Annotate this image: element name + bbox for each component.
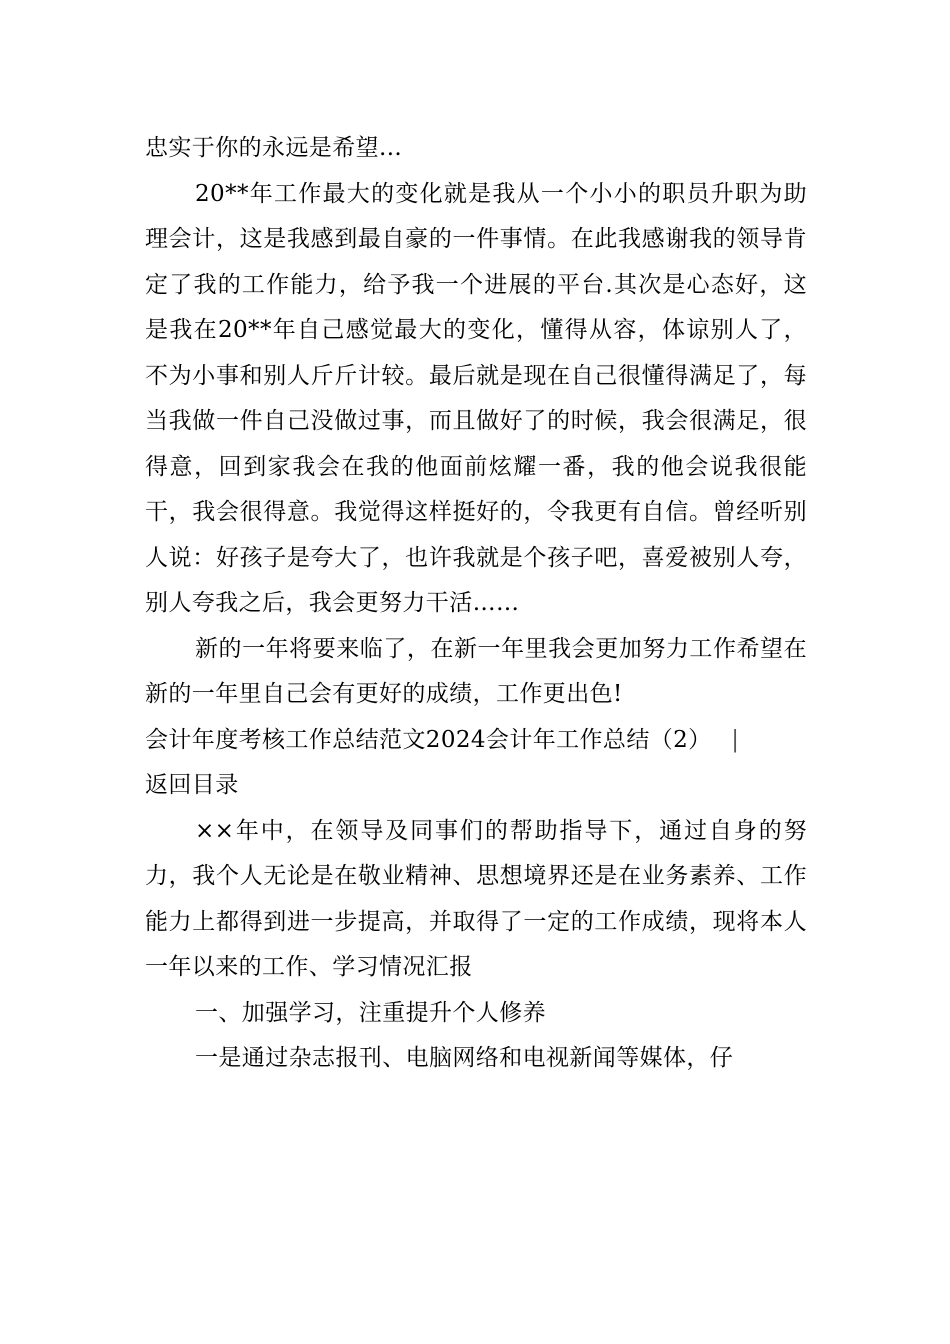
back-to-toc-link[interactable]: 返回目录 bbox=[145, 772, 239, 798]
section-title: 会计年度考核工作总结范文2024会计年工作总结（2） bbox=[145, 726, 701, 753]
paragraph-study-detail: 一是通过杂志报刊、电脑网络和电视新闻等媒体，仔 bbox=[195, 1045, 734, 1071]
subheading-study: 一、加强学习，注重提升个人修养 bbox=[195, 999, 546, 1026]
paragraph-new-year: 新的一年将要来临了，在新一年里我会更加努力工作希望在新的一年里自己会有更好的成绩，工作更出色! bbox=[145, 635, 807, 707]
paragraph-promotion: 20**年工作最大的变化就是我从一个小小的职员升职为助理会计，这是我感到最自豪的一件事情。在此我感谢我的领导肯定了我的工作能力，给予我一个进展的平台.其次是心态好，这是我在20**年自己感觉最大的变化，懂得从容，体谅别人了，不为小事和别人斤斤计较。最后就是现在自己很懂得满足了，每当我做一件自己没做过事，而且做好了的时候，我会很满足，很得意，回到家我会在我的他面前炫耀一番，我的他会说我很能干，我会很得意。我觉得这样挺好的，令我更有自信。曾经听别人说：好孩子是夸大了，也许我就是个孩子吧，喜爱被别人夸，别人夸我之后，我会更努力干活…… bbox=[145, 180, 807, 616]
section-heading bbox=[145, 718, 807, 809]
paragraph-summary-intro: ××年中，在领导及同事们的帮助指导下，通过自身的努力，我个人无论是在敬业精神、思想境界还是在业务素养、工作能力上都得到进一步提高，并取得了一定的工作成绩，现将本人一年以来的工作、学习情况汇报 bbox=[145, 817, 807, 980]
document-body bbox=[145, 126, 807, 1082]
paragraph-opening: 忠实于你的永远是希望... bbox=[145, 135, 403, 161]
separator: | bbox=[731, 726, 740, 753]
